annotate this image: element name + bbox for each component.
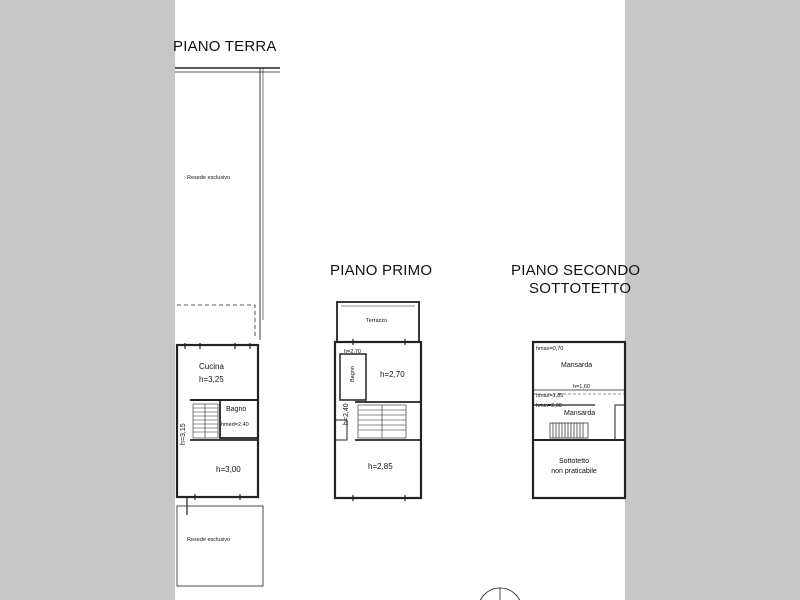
label-hmin: hmin=2,00: [536, 403, 562, 409]
label-ground-living-h: h=3,00: [216, 465, 241, 474]
label-terrazzo: Terrazzo: [366, 318, 388, 324]
label-first-bagno: Bagno: [350, 366, 356, 382]
label-first-room-h: h=2,70: [380, 370, 405, 379]
label-first-bagno-h: h=2,70: [344, 349, 361, 355]
label-non-praticabile: non praticabile: [551, 468, 597, 475]
title-piano-secondo: PIANO SECONDO: [511, 262, 641, 279]
label-cucina-h: h=3,25: [199, 375, 224, 384]
title-sottotetto: SOTTOTETTO: [529, 280, 632, 297]
label-mansarda-1: Mansarda: [561, 362, 593, 369]
label-first-living-h: h=2,85: [368, 462, 393, 471]
label-resede-bottom: Resede esclusivo: [187, 537, 231, 543]
ground-stair: [193, 404, 218, 438]
label-hmax-mid: hmax=1,85: [536, 393, 564, 399]
first-floor-plan: [335, 302, 421, 501]
label-ground-bagno-h: hmed=2,40: [221, 422, 249, 428]
ground-floor-plan: [175, 68, 280, 586]
label-hmax-top: hmax=0,70: [536, 346, 564, 352]
label-sottotetto: Sottotetto: [559, 458, 589, 465]
second-stair: [550, 423, 588, 438]
label-h-mid: h=1,60: [573, 384, 590, 390]
label-cucina: Cucina: [199, 362, 224, 371]
title-piano-primo: PIANO PRIMO: [330, 262, 433, 279]
north-arrow-icon: [478, 588, 522, 600]
title-piano-terra: PIANO TERRA: [173, 38, 277, 55]
label-first-stair-h: h=2,40: [343, 403, 350, 425]
label-resede-top: Resede esclusivo: [187, 175, 231, 181]
floor-plan-sheet: [173, 0, 641, 600]
label-mansarda-2: Mansarda: [564, 410, 596, 417]
resede-bottom-outline: [177, 506, 263, 586]
label-ground-stair-h: h=3,15: [180, 423, 187, 445]
first-stair: [358, 405, 406, 438]
resede-dashed-boundary: [177, 305, 255, 338]
label-ground-bagno: Bagno: [226, 406, 247, 413]
floor-plan-drawing: [175, 0, 625, 600]
